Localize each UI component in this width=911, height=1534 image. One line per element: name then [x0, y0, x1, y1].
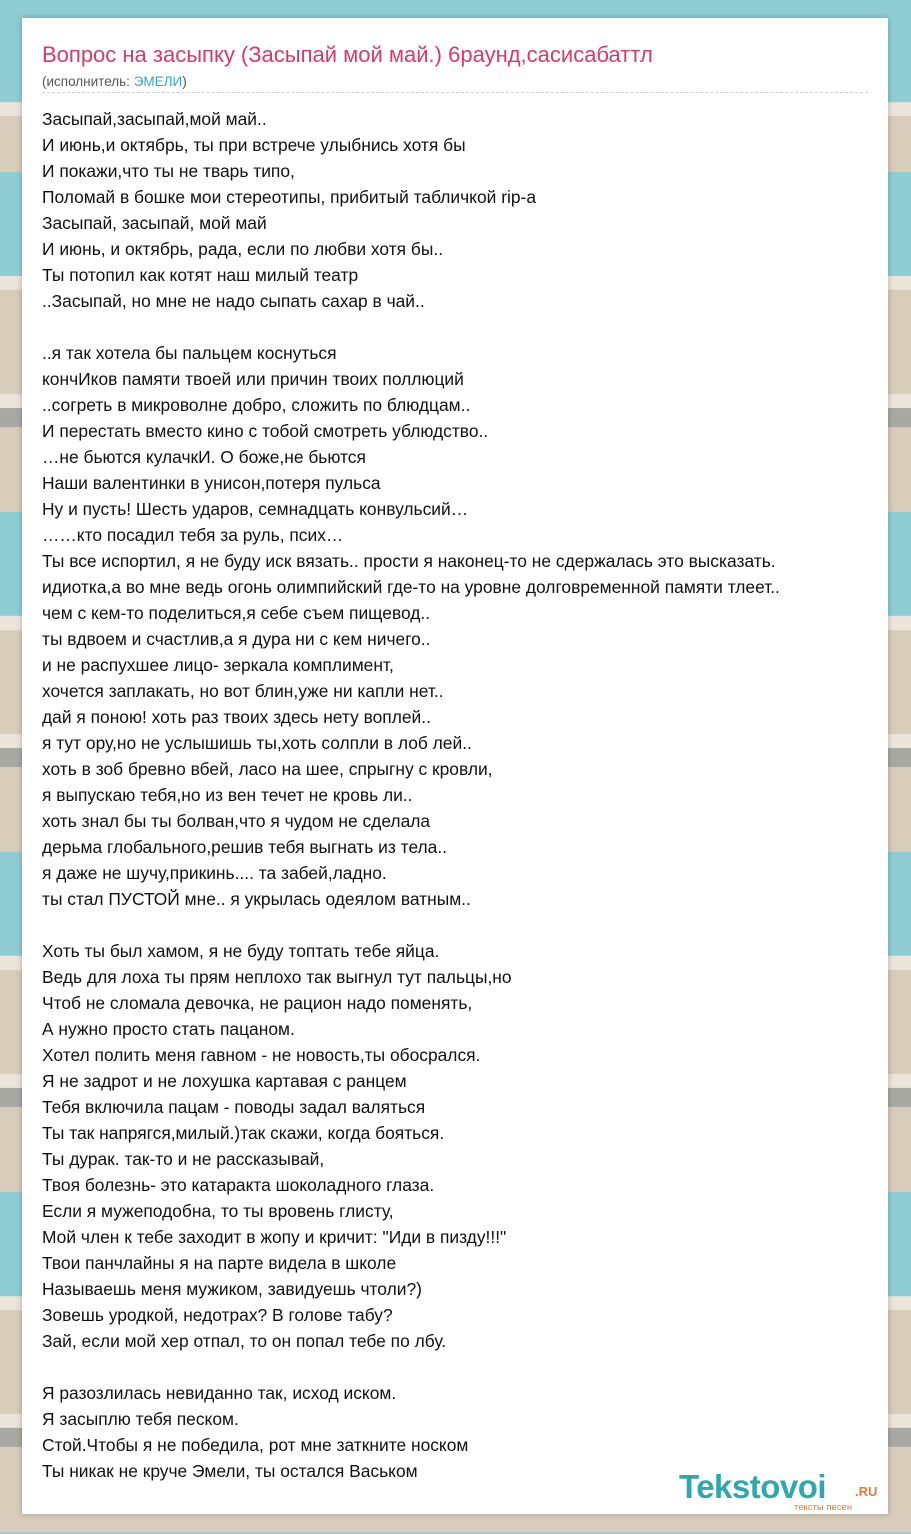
lyric-line: И покажи,что ты не тварь типо,	[42, 161, 295, 181]
lyric-line: я даже не шучу,прикинь.... та забей,ладно.	[42, 863, 387, 883]
lyric-line: кончИков памяти твоей или причин твоих поллюций	[42, 369, 464, 389]
lyric-line: Засыпай, засыпай, мой май	[42, 213, 267, 233]
lyric-line: дай я поною! хоть раз твоих здесь нету воплей..	[42, 707, 431, 727]
lyric-line: Ну и пусть! Шесть ударов, семнадцать конвульсий…	[42, 499, 469, 519]
lyric-line: хоть в зоб бревно вбей, ласо на шее, спрыгну с кровли,	[42, 759, 493, 779]
lyric-line: Ты потопил как котят наш милый театр	[42, 265, 359, 285]
lyric-line: ..я так хотела бы пальцем коснуться	[42, 343, 337, 363]
lyric-line: и не распухшее лицо- зеркала комплимент,	[42, 655, 394, 675]
lyric-line: Стой.Чтобы я не победила, рот мне заткните носком	[42, 1435, 469, 1455]
lyric-line: Если я мужеподобна, то ты вровень глисту,	[42, 1201, 394, 1221]
lyric-line: И июнь, и октябрь, рада, если по любви хотя бы..	[42, 239, 444, 259]
lyric-line: Тебя включила пацам - поводы задал валяться	[42, 1097, 426, 1117]
artist-line	[42, 73, 187, 90]
lyric-line: Твоя болезнь- это катаракта шоколадного глаза.	[42, 1175, 435, 1195]
stanza-break	[42, 1354, 888, 1380]
song-title: Вопрос на засыпку (Засыпай мой май.) 6раунд,сасисабаттл	[42, 42, 653, 67]
lyrics-card	[22, 18, 888, 1514]
lyric-line: я тут ору,но не услышишь ты,хоть солпли в лоб лей..	[42, 733, 472, 753]
lyric-line: Я не задрот и не лохушка картавая с ранцем	[42, 1071, 407, 1091]
lyric-line: ……кто посадил тебя за руль, псих…	[42, 525, 344, 545]
lyric-line: Ты так напрягся,милый.)так скажи, когда бояться.	[42, 1123, 445, 1143]
artist-prefix: (исполнитель:	[42, 74, 134, 89]
lyric-line: Засыпай,засыпай,мой май..	[42, 109, 267, 129]
lyric-line: Ты дурак. так-то и не рассказывай,	[42, 1149, 325, 1169]
lyric-line: ты стал ПУСТОЙ мне.. я укрылась одеялом ватным..	[42, 889, 471, 909]
lyric-line: идиотка,а во мне ведь огонь олимпийский где-то на уровне долговременной памяти тлеет..	[42, 577, 780, 597]
lyric-line: ..согреть в микроволне добро, сложить по блюдцам..	[42, 395, 471, 415]
lyrics-text	[42, 106, 888, 1484]
lyric-line: хоть знал бы ты болван,что я чудом не сделала	[42, 811, 431, 831]
logo-tagline: тексты песен	[794, 1502, 853, 1513]
artist-link[interactable]: ЭМЕЛИ	[133, 74, 183, 89]
lyric-line: Поломай в бошке мои стереотипы, прибитый табличкой rip-а	[42, 187, 536, 207]
lyric-line: ты вдвоем и счастлив,а я дура ни с кем ничего..	[42, 629, 431, 649]
lyric-line: дерьма глобального,решив тебя выгнать из тела..	[42, 837, 448, 857]
lyric-line: Твои панчлайны я на парте видела в школе	[42, 1253, 397, 1273]
stanza-break	[42, 912, 888, 938]
lyric-line: Зай, если мой хер отпал, то он попал тебе по лбу.	[42, 1331, 447, 1351]
lyric-line: Зовешь уродкой, недотрах? В голове табу?	[42, 1305, 393, 1325]
lyric-line: чем с кем-то поделиться,я себе съем пищевод..	[42, 603, 431, 623]
lyric-line: Чтоб не сломала девочка, не рацион надо поменять,	[42, 993, 473, 1013]
lyric-line: И перестать вместо кино с тобой смотреть ублюдство..	[42, 421, 489, 441]
logo-tld: .RU	[855, 1484, 878, 1499]
lyric-line: Хотел полить меня гавном - не новость,ты обосрался.	[42, 1045, 481, 1065]
lyric-line: Ведь для лоха ты прям неплохо так выгнул тут пальцы,но	[42, 967, 512, 987]
lyric-line: Хоть ты был хамом, я не буду топтать тебе яйца.	[42, 941, 440, 961]
lyric-line: Ты все испортил, я не буду иск вязать.. прости я наконец-то не сдержалась это высказать.	[42, 551, 776, 571]
lyric-line: Называешь меня мужиком, завидуешь чтоли?)	[42, 1279, 422, 1299]
lyric-line: ..Засыпай, но мне не надо сыпать сахар в чай..	[42, 291, 425, 311]
title-divider	[42, 92, 868, 93]
lyric-line: …не бьются кулачкИ. О боже,не бьются	[42, 447, 366, 467]
stanza-break	[42, 314, 888, 340]
lyric-line: И июнь,и октябрь, ты при встрече улыбнись хотя бы	[42, 135, 466, 155]
lyric-line: Я разозлилась невиданно так, исход иском.	[42, 1383, 397, 1403]
logo-word: Tekstovoi	[679, 1468, 827, 1505]
lyric-line: Мой член к тебе заходит в жопу и кричит: "Иди в пизду!!!"	[42, 1227, 507, 1247]
lyric-line: Ты никак не круче Эмели, ты остался Васьком	[42, 1461, 418, 1481]
lyric-line: хочется заплакать, но вот блин,уже ни капли нет..	[42, 681, 444, 701]
lyric-line: я выпускаю тебя,но из вен течет не кровь ли..	[42, 785, 413, 805]
lyric-line: А нужно просто стать пацаном.	[42, 1019, 295, 1039]
tekstovoi-logo[interactable]	[679, 1468, 888, 1514]
lyric-line: Наши валентинки в унисон,потеря пульса	[42, 473, 381, 493]
lyric-line: Я засыплю тебя песком.	[42, 1409, 239, 1429]
artist-suffix: )	[182, 74, 187, 89]
